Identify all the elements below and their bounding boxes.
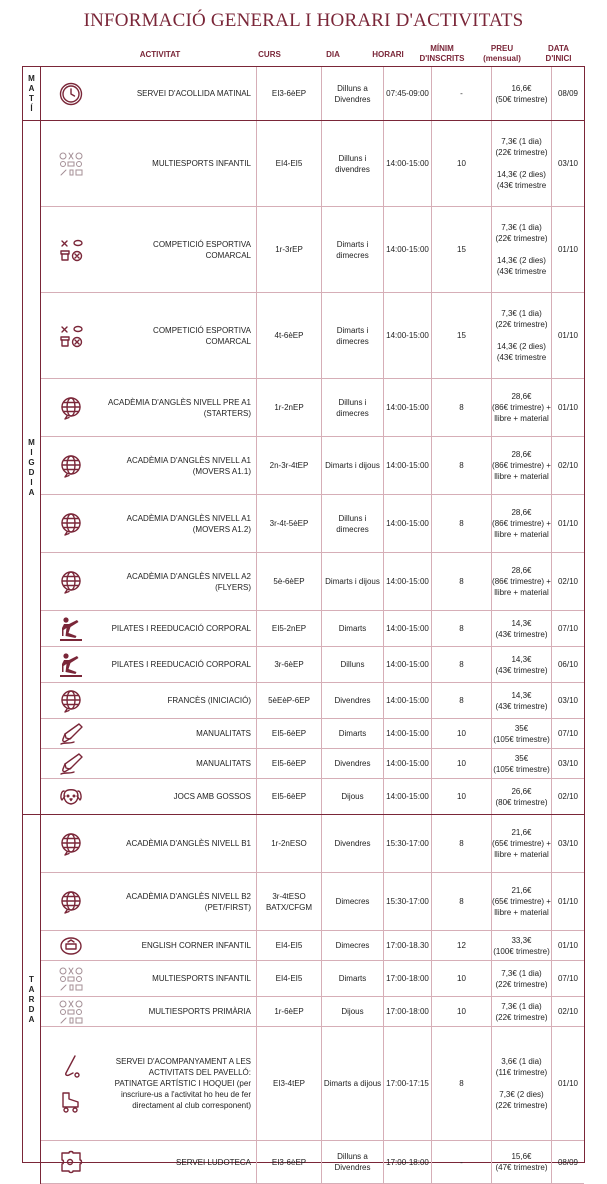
price-cell: 7,3€ (1 dia) (22€ trimestre) 14,3€ (2 dies) (43€ trimestre <box>491 207 551 292</box>
activity-name: FRANCÈS (INICIACIÓ) <box>167 696 251 705</box>
day-cell: Dilluns i dimecres <box>321 495 383 552</box>
globe-icon <box>58 889 84 915</box>
course-cell: 5è-6èEP <box>256 553 321 610</box>
course-cell: EI3-6èEP <box>256 67 321 120</box>
activity-icons <box>41 293 101 378</box>
minimum-enrolled-cell: 8 <box>431 611 491 646</box>
schedule-cell: 14:00-15:00 <box>383 749 431 778</box>
globe-icon <box>58 831 84 857</box>
start-date-cell: 01/10 <box>551 495 584 552</box>
minimum-enrolled-cell: 8 <box>431 683 491 718</box>
puzzle-icon <box>58 1149 84 1175</box>
minimum-enrolled-cell: 8 <box>431 815 491 872</box>
paintbrush-icon <box>58 751 84 777</box>
minimum-enrolled-cell: 8 <box>431 1027 491 1140</box>
table-row <box>41 719 584 749</box>
table-row <box>41 1141 584 1184</box>
activity-icons <box>41 961 101 996</box>
course-cell: EI5-6èEP <box>256 779 321 814</box>
page-title: INFORMACIÓ GENERAL I HORARI D'ACTIVITATS <box>83 10 524 31</box>
section-divider <box>23 120 584 121</box>
table-row <box>41 873 584 931</box>
start-date-cell: 08/09 <box>551 1141 584 1183</box>
table-row <box>41 67 584 121</box>
schedule-cell: 14:00-15:00 <box>383 495 431 552</box>
schedule-cell: 15:30-17:00 <box>383 815 431 872</box>
activity-name: SERVEI LUDOTECA <box>176 1157 251 1167</box>
activity-name: SERVEI D'ACOLLIDA MATINAL <box>136 89 251 98</box>
header-dia: DIA <box>326 50 340 59</box>
activity-icons <box>41 719 101 748</box>
day-cell: Dimarts i dijous <box>321 437 383 494</box>
table-row <box>41 961 584 997</box>
day-cell: Divendres <box>321 683 383 718</box>
minimum-enrolled-cell: 10 <box>431 749 491 778</box>
start-date-cell: 02/10 <box>551 553 584 610</box>
activity-name: PILATES I REEDUCACIÓ CORPORAL <box>111 624 251 633</box>
schedule-cell: 14:00-15:00 <box>383 121 431 206</box>
start-date-cell: 02/10 <box>551 997 584 1026</box>
header-activitat: ACTIVITAT <box>139 50 181 59</box>
day-cell: Dimarts i dimecres <box>321 293 383 378</box>
schedule-cell: 17:00-18:00 <box>383 997 431 1026</box>
activity-icons <box>41 495 101 552</box>
price-cell: 14,3€ (43€ trimestre) <box>491 683 551 718</box>
price-cell: 35€ (105€ trimestre) <box>491 749 551 778</box>
header-curs: CURS <box>258 50 281 59</box>
table-row <box>41 121 584 207</box>
day-cell: Dijous <box>321 997 383 1026</box>
start-date-cell: 03/10 <box>551 121 584 206</box>
activity-name: PILATES I REEDUCACIÓ CORPORAL <box>111 660 251 669</box>
table-row <box>41 495 584 553</box>
activity-icons <box>41 379 101 436</box>
activity-name: JOCS AMB GOSSOS <box>173 792 251 801</box>
activity-name: ACADÈMIA D'ANGLÈS NIVELL A2 (FLYERS) <box>126 571 251 592</box>
clock-icon <box>58 81 84 107</box>
day-cell: Dimecres <box>321 931 383 960</box>
schedule-cell: 14:00-15:00 <box>383 437 431 494</box>
start-date-cell: 07/10 <box>551 961 584 996</box>
start-date-cell: 02/10 <box>551 779 584 814</box>
activity-icons <box>41 1027 101 1140</box>
minimum-enrolled-cell: 10 <box>431 719 491 748</box>
start-date-cell: 02/10 <box>551 437 584 494</box>
header-preu: PREU (mensual) <box>483 44 521 63</box>
price-cell: 28,6€ (86€ trimestre) + llibre + material <box>491 437 551 494</box>
activity-name: ACADÈMIA D'ANGLÈS NIVELL B1 <box>126 839 251 848</box>
start-date-cell: 03/10 <box>551 683 584 718</box>
schedule-cell: 14:00-15:00 <box>383 293 431 378</box>
minimum-enrolled-cell: 10 <box>431 121 491 206</box>
day-cell: Dimarts <box>321 611 383 646</box>
schedule-cell: 17:00-17:15 <box>383 1027 431 1140</box>
day-cell: Dilluns i dimecres <box>321 379 383 436</box>
table-row <box>41 1027 584 1141</box>
table-row <box>41 997 584 1027</box>
course-cell: EI5-2nEP <box>256 611 321 646</box>
multisports-icon <box>58 966 84 992</box>
table-row <box>41 293 584 379</box>
activities-table <box>22 66 585 1172</box>
price-cell: 28,6€ (86€ trimestre) + llibre + material <box>491 495 551 552</box>
section-label-t-a-r-d-a: T A R D A <box>23 815 41 1184</box>
sports-competition-icon <box>58 323 84 349</box>
price-cell: 14,3€ (43€ trimestre) <box>491 611 551 646</box>
start-date-cell: 03/10 <box>551 749 584 778</box>
activity-name: COMPETICIÓ ESPORTIVA COMARCAL <box>153 325 251 346</box>
course-cell: EI4-EI5 <box>256 121 321 206</box>
header-data: DATA D'INICI <box>545 44 572 63</box>
price-cell: 35€ (105€ trimestre) <box>491 719 551 748</box>
section-divider <box>23 814 584 815</box>
minimum-enrolled-cell: 15 <box>431 207 491 292</box>
activity-icons <box>41 779 101 814</box>
activity-icons <box>41 121 101 206</box>
activity-icons <box>41 997 101 1026</box>
price-cell: 7,3€ (1 dia) (22€ trimestre) <box>491 997 551 1026</box>
minimum-enrolled-cell: 8 <box>431 495 491 552</box>
schedule-cell: 07:45-09:00 <box>383 67 431 120</box>
day-cell: Dilluns a Divendres <box>321 1141 383 1183</box>
schedule-cell: 14:00-15:00 <box>383 683 431 718</box>
schedule-cell: 14:00-15:00 <box>383 719 431 748</box>
course-cell: 1r-3rEP <box>256 207 321 292</box>
schedule-cell: 15:30-17:00 <box>383 873 431 930</box>
price-cell: 21,6€ (65€ trimestre) + llibre + material <box>491 873 551 930</box>
price-cell: 3,6€ (1 dia) (11€ trimestre) 7,3€ (2 dies) (22€ trimestre) <box>491 1027 551 1140</box>
globe-icon <box>58 453 84 479</box>
schedule-cell: 14:00-15:00 <box>383 207 431 292</box>
table-row <box>41 815 584 873</box>
course-cell: 2n-3r-4tEP <box>256 437 321 494</box>
english-corner-icon <box>58 933 84 959</box>
course-cell: EI3-4tEP <box>256 1027 321 1140</box>
activity-name: COMPETICIÓ ESPORTIVA COMARCAL <box>153 239 251 260</box>
day-cell: Dimarts <box>321 719 383 748</box>
table-row <box>41 931 584 961</box>
table-row <box>41 379 584 437</box>
schedule-cell: 14:00-15:00 <box>383 779 431 814</box>
header-minim: MÍNIM D'INSCRITS <box>419 44 465 63</box>
start-date-cell: 07/10 <box>551 611 584 646</box>
day-cell: Dilluns i divendres <box>321 121 383 206</box>
minimum-enrolled-cell: 10 <box>431 997 491 1026</box>
activity-icons <box>41 647 101 682</box>
activity-name: ACADÈMIA D'ANGLÈS NIVELL B2 (PET/FIRST) <box>126 891 251 912</box>
day-cell: Dimarts <box>321 961 383 996</box>
minimum-enrolled-cell: 8 <box>431 647 491 682</box>
multisports-icon <box>58 151 84 177</box>
minimum-enrolled-cell: 8 <box>431 437 491 494</box>
pilates-icon <box>58 616 84 642</box>
globe-icon <box>58 395 84 421</box>
table-row <box>41 207 584 293</box>
price-cell: 28,6€ (86€ trimestre) + llibre + material <box>491 553 551 610</box>
minimum-enrolled-cell: - <box>431 1141 491 1183</box>
start-date-cell: 01/10 <box>551 931 584 960</box>
activity-icons <box>41 207 101 292</box>
course-cell: EI3-6èEP <box>256 1141 321 1183</box>
multisports-icon <box>58 999 84 1025</box>
course-cell: EI5-6èEP <box>256 719 321 748</box>
course-cell: 1r-6èEP <box>256 997 321 1026</box>
schedule-cell: 14:00-15:00 <box>383 647 431 682</box>
day-cell: Dimarts i dijous <box>321 553 383 610</box>
paintbrush-icon <box>58 721 84 747</box>
schedule-cell: 14:00-15:00 <box>383 611 431 646</box>
activity-name: MULTIESPORTS INFANTIL <box>152 974 251 983</box>
activity-name: ACADÈMIA D'ANGLÈS NIVELL PRE A1 (STARTERS) <box>107 397 251 418</box>
minimum-enrolled-cell: 15 <box>431 293 491 378</box>
schedule-cell: 17:00-18.30 <box>383 931 431 960</box>
minimum-enrolled-cell: 8 <box>431 553 491 610</box>
activity-name: ACADÈMIA D'ANGLÈS NIVELL A1 (MOVERS A1.2) <box>126 513 251 534</box>
start-date-cell: 03/10 <box>551 815 584 872</box>
minimum-enrolled-cell: 8 <box>431 379 491 436</box>
day-cell: Dimecres <box>321 873 383 930</box>
table-row <box>41 779 584 815</box>
day-cell: Dijous <box>321 779 383 814</box>
activity-icons <box>41 749 101 778</box>
globe-icon <box>58 511 84 537</box>
course-cell: 1r-2nESO <box>256 815 321 872</box>
globe-icon <box>58 688 84 714</box>
minimum-enrolled-cell: - <box>431 67 491 120</box>
course-cell: 3r-4t-5èEP <box>256 495 321 552</box>
start-date-cell: 01/10 <box>551 1027 584 1140</box>
section-label-m-a-t-i: M A T Í <box>23 67 41 121</box>
header-horari: HORARI <box>372 50 404 59</box>
activity-icons <box>41 931 101 960</box>
start-date-cell: 01/10 <box>551 873 584 930</box>
price-cell: 16,6€ (50€ trimestre) <box>491 67 551 120</box>
table-row <box>41 749 584 779</box>
course-cell: 3r-4tESO BATX/CFGM <box>256 873 321 930</box>
course-cell: EI5-6èEP <box>256 749 321 778</box>
activity-icons <box>41 553 101 610</box>
price-cell: 7,3€ (1 dia) (22€ trimestre) 14,3€ (2 dies) (43€ trimestre <box>491 121 551 206</box>
table-row <box>41 647 584 683</box>
hockey-stick-icon <box>58 1054 84 1080</box>
minimum-enrolled-cell: 12 <box>431 931 491 960</box>
activity-icons <box>41 815 101 872</box>
section-label-m-i-g-d-i-a: M I G D I A <box>23 121 41 815</box>
table-row <box>41 683 584 719</box>
course-cell: 1r-2nEP <box>256 379 321 436</box>
minimum-enrolled-cell: 10 <box>431 779 491 814</box>
start-date-cell: 01/10 <box>551 293 584 378</box>
dog-icon <box>58 784 84 810</box>
activity-icons <box>41 67 101 120</box>
day-cell: Dilluns a Divendres <box>321 67 383 120</box>
activity-name: MANUALITATS <box>196 759 251 768</box>
sports-competition-icon <box>58 237 84 263</box>
course-cell: EI4-EI5 <box>256 961 321 996</box>
day-cell: Dimarts a dijous <box>321 1027 383 1140</box>
schedule-cell: 17:00-18:00 <box>383 961 431 996</box>
day-cell: Divendres <box>321 749 383 778</box>
start-date-cell: 01/10 <box>551 207 584 292</box>
start-date-cell: 06/10 <box>551 647 584 682</box>
activity-icons <box>41 611 101 646</box>
start-date-cell: 08/09 <box>551 67 584 120</box>
course-cell: 3r-6èEP <box>256 647 321 682</box>
table-row <box>41 611 584 647</box>
course-cell: EI4-EI5 <box>256 931 321 960</box>
pilates-icon <box>58 652 84 678</box>
activity-name: SERVEI D'ACOMPANYAMENT A LES ACTIVITATS DEL PAVELLÓ: PATINATGE ARTÍSTIC I HOQUEI (per inscriure-us a l'activitat ho heu de fer directament al club corresponent) <box>114 1057 251 1110</box>
day-cell: Divendres <box>321 815 383 872</box>
activity-name: ENGLISH CORNER INFANTIL <box>141 941 251 950</box>
activity-name: MANUALITATS <box>196 729 251 738</box>
day-cell: Dilluns <box>321 647 383 682</box>
price-cell: 14,3€ (43€ trimestre) <box>491 647 551 682</box>
course-cell: 4t-6èEP <box>256 293 321 378</box>
price-cell: 26,6€ (80€ trimestre) <box>491 779 551 814</box>
activity-icons <box>41 437 101 494</box>
schedule-cell: 17:00-18:00 <box>383 1141 431 1183</box>
activity-icons <box>41 1141 101 1183</box>
activity-icons <box>41 683 101 718</box>
day-cell: Dimarts i dimecres <box>321 207 383 292</box>
price-cell: 33,3€ (100€ trimestre) <box>491 931 551 960</box>
activity-name: ACADÈMIA D'ANGLÈS NIVELL A1 (MOVERS A1.1) <box>126 455 251 476</box>
activity-icons <box>41 873 101 930</box>
schedule-cell: 14:00-15:00 <box>383 553 431 610</box>
price-cell: 15,6€ (47€ trimestre) <box>491 1141 551 1183</box>
activity-name: MULTIESPORTS PRIMÀRIA <box>148 1007 251 1016</box>
globe-icon <box>58 569 84 595</box>
price-cell: 7,3€ (1 dia) (22€ trimestre) 14,3€ (2 dies) (43€ trimestre <box>491 293 551 378</box>
activity-name: MULTIESPORTS INFANTIL <box>152 159 251 168</box>
minimum-enrolled-cell: 10 <box>431 961 491 996</box>
table-row <box>41 553 584 611</box>
start-date-cell: 07/10 <box>551 719 584 748</box>
table-row <box>41 437 584 495</box>
price-cell: 28,6€ (86€ trimestre) + llibre + material <box>491 379 551 436</box>
price-cell: 21,6€ (65€ trimestre) + llibre + material <box>491 815 551 872</box>
start-date-cell: 01/10 <box>551 379 584 436</box>
roller-skate-icon <box>58 1088 84 1114</box>
schedule-cell: 14:00-15:00 <box>383 379 431 436</box>
course-cell: 5èEèP-6EP <box>256 683 321 718</box>
price-cell: 7,3€ (1 dia) (22€ trimestre) <box>491 961 551 996</box>
minimum-enrolled-cell: 8 <box>431 873 491 930</box>
